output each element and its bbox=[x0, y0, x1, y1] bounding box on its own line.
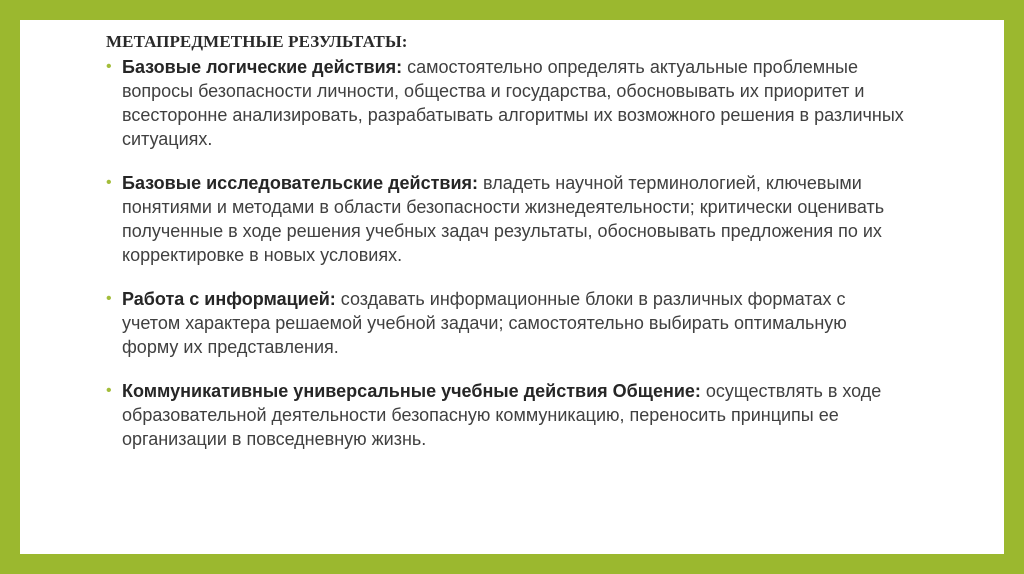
bullet-dot-icon: • bbox=[106, 382, 112, 399]
bullet-dot-icon: • bbox=[106, 174, 112, 191]
bullet-text: осуществлять в ходе образовательной деятельности безопасную коммуникацию, переносить принципы ее организации в повседневную жизнь. bbox=[122, 381, 882, 449]
bullet-title: Работа с информацией: bbox=[122, 289, 336, 309]
bullet-item-communication bbox=[104, 379, 904, 451]
slide-heading: МЕТАПРЕДМЕТНЫЕ РЕЗУЛЬТАТЫ: bbox=[106, 32, 408, 51]
bullet-dot-icon: • bbox=[106, 58, 112, 75]
bullet-item-research-actions bbox=[104, 171, 904, 267]
bullet-text: создавать информационные блоки в различных форматах с учетом характера решаемой учебной задачи; самостоятельно выбирать оптимальную форму их представления. bbox=[122, 289, 847, 357]
bullet-text: владеть научной терминологией, ключевыми понятиями и методами в области безопасности жизнедеятельности; критически оценивать полученные в ходе решения учебных задач результаты, обосновывать предложения по их корректировке в новых условиях. bbox=[122, 173, 885, 265]
bullet-item-information-work bbox=[104, 287, 904, 359]
bullet-list bbox=[104, 55, 904, 471]
bullet-text: самостоятельно определять актуальные проблемные вопросы безопасности личности, общества и государства, обосновывать их приоритет и всесторонне анализировать, разрабатывать алгоритмы их возможного решения в различных ситуациях. bbox=[122, 57, 904, 149]
bullet-title: Коммуникативные универсальные учебные действия Общение: bbox=[122, 381, 701, 401]
bullet-title: Базовые логические действия: bbox=[122, 57, 403, 77]
bullet-dot-icon: • bbox=[106, 290, 112, 307]
slide-card bbox=[20, 20, 1004, 554]
bullet-title: Базовые исследовательские действия: bbox=[122, 173, 479, 193]
bullet-item-logical-actions bbox=[104, 55, 904, 151]
